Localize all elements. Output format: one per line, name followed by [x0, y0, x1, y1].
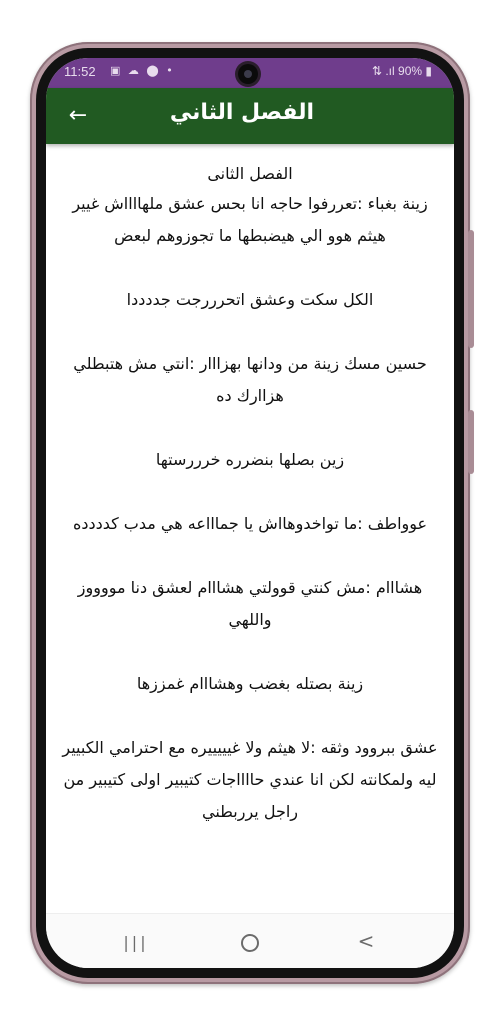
app-bar [46, 88, 454, 144]
paragraph: زينة بغباء :تعررفوا حاجه انا بحس عشق ملهااااش غيير هيثم هوو الي هيضبطها ما تجوزوهم لبعض [72, 194, 428, 245]
recent-apps-button[interactable] [116, 928, 156, 954]
status-time: 11:52 [64, 64, 96, 79]
recent-apps-icon: ||| [123, 933, 149, 952]
battery-level: 90% [398, 64, 423, 78]
paragraph: زينة بصتله بغضب وهشااام غمززها [136, 674, 364, 693]
back-arrow-icon[interactable]: ← [68, 103, 88, 128]
signal-icon: ⇅ .ıl [371, 64, 395, 78]
paragraph: حسين مسك زينة من ودانها بهزااار :انتي مش هتبطلي هزاارك ده [73, 354, 427, 405]
paragraph: هشااام :مش كنتي قوولتي هشااام لعشق دنا مووووز واللهي [77, 578, 423, 629]
chapter-content[interactable] [46, 144, 454, 916]
back-icon: < [357, 929, 375, 953]
status-bar [46, 58, 454, 88]
screen [46, 58, 454, 968]
battery-icon: ▮ [425, 64, 432, 78]
paragraph: عشق ببروود وثقه :لا هيثم ولا غيييييره مع احترامي الكبيير ليه ولمكانته لكن انا عندي حااااجات كتيبير اولى كتيبير من راجل يرربطني [62, 738, 438, 821]
home-icon [241, 934, 259, 952]
volume-button [468, 230, 474, 348]
notification-icons: ▣ ☁ ⬤ • [110, 64, 175, 77]
nav-back-button[interactable] [346, 928, 386, 954]
paragraph: الكل سكت وعشق اتحرررجت جددددا [126, 290, 374, 309]
paragraph: زين بصلها بنضرره خرررستها [155, 450, 345, 469]
home-button[interactable] [230, 928, 270, 954]
camera-hole [238, 64, 258, 84]
page-title: الفصل الثاني [169, 100, 314, 125]
status-right [372, 64, 432, 78]
chapter-heading: الفصل الثانى [207, 164, 293, 183]
power-button [468, 410, 474, 474]
paragraph: عوواطف :ما تواخدوهااش يا جماااعه هي مدب كدددده [72, 514, 428, 533]
system-nav-bar [46, 913, 454, 968]
